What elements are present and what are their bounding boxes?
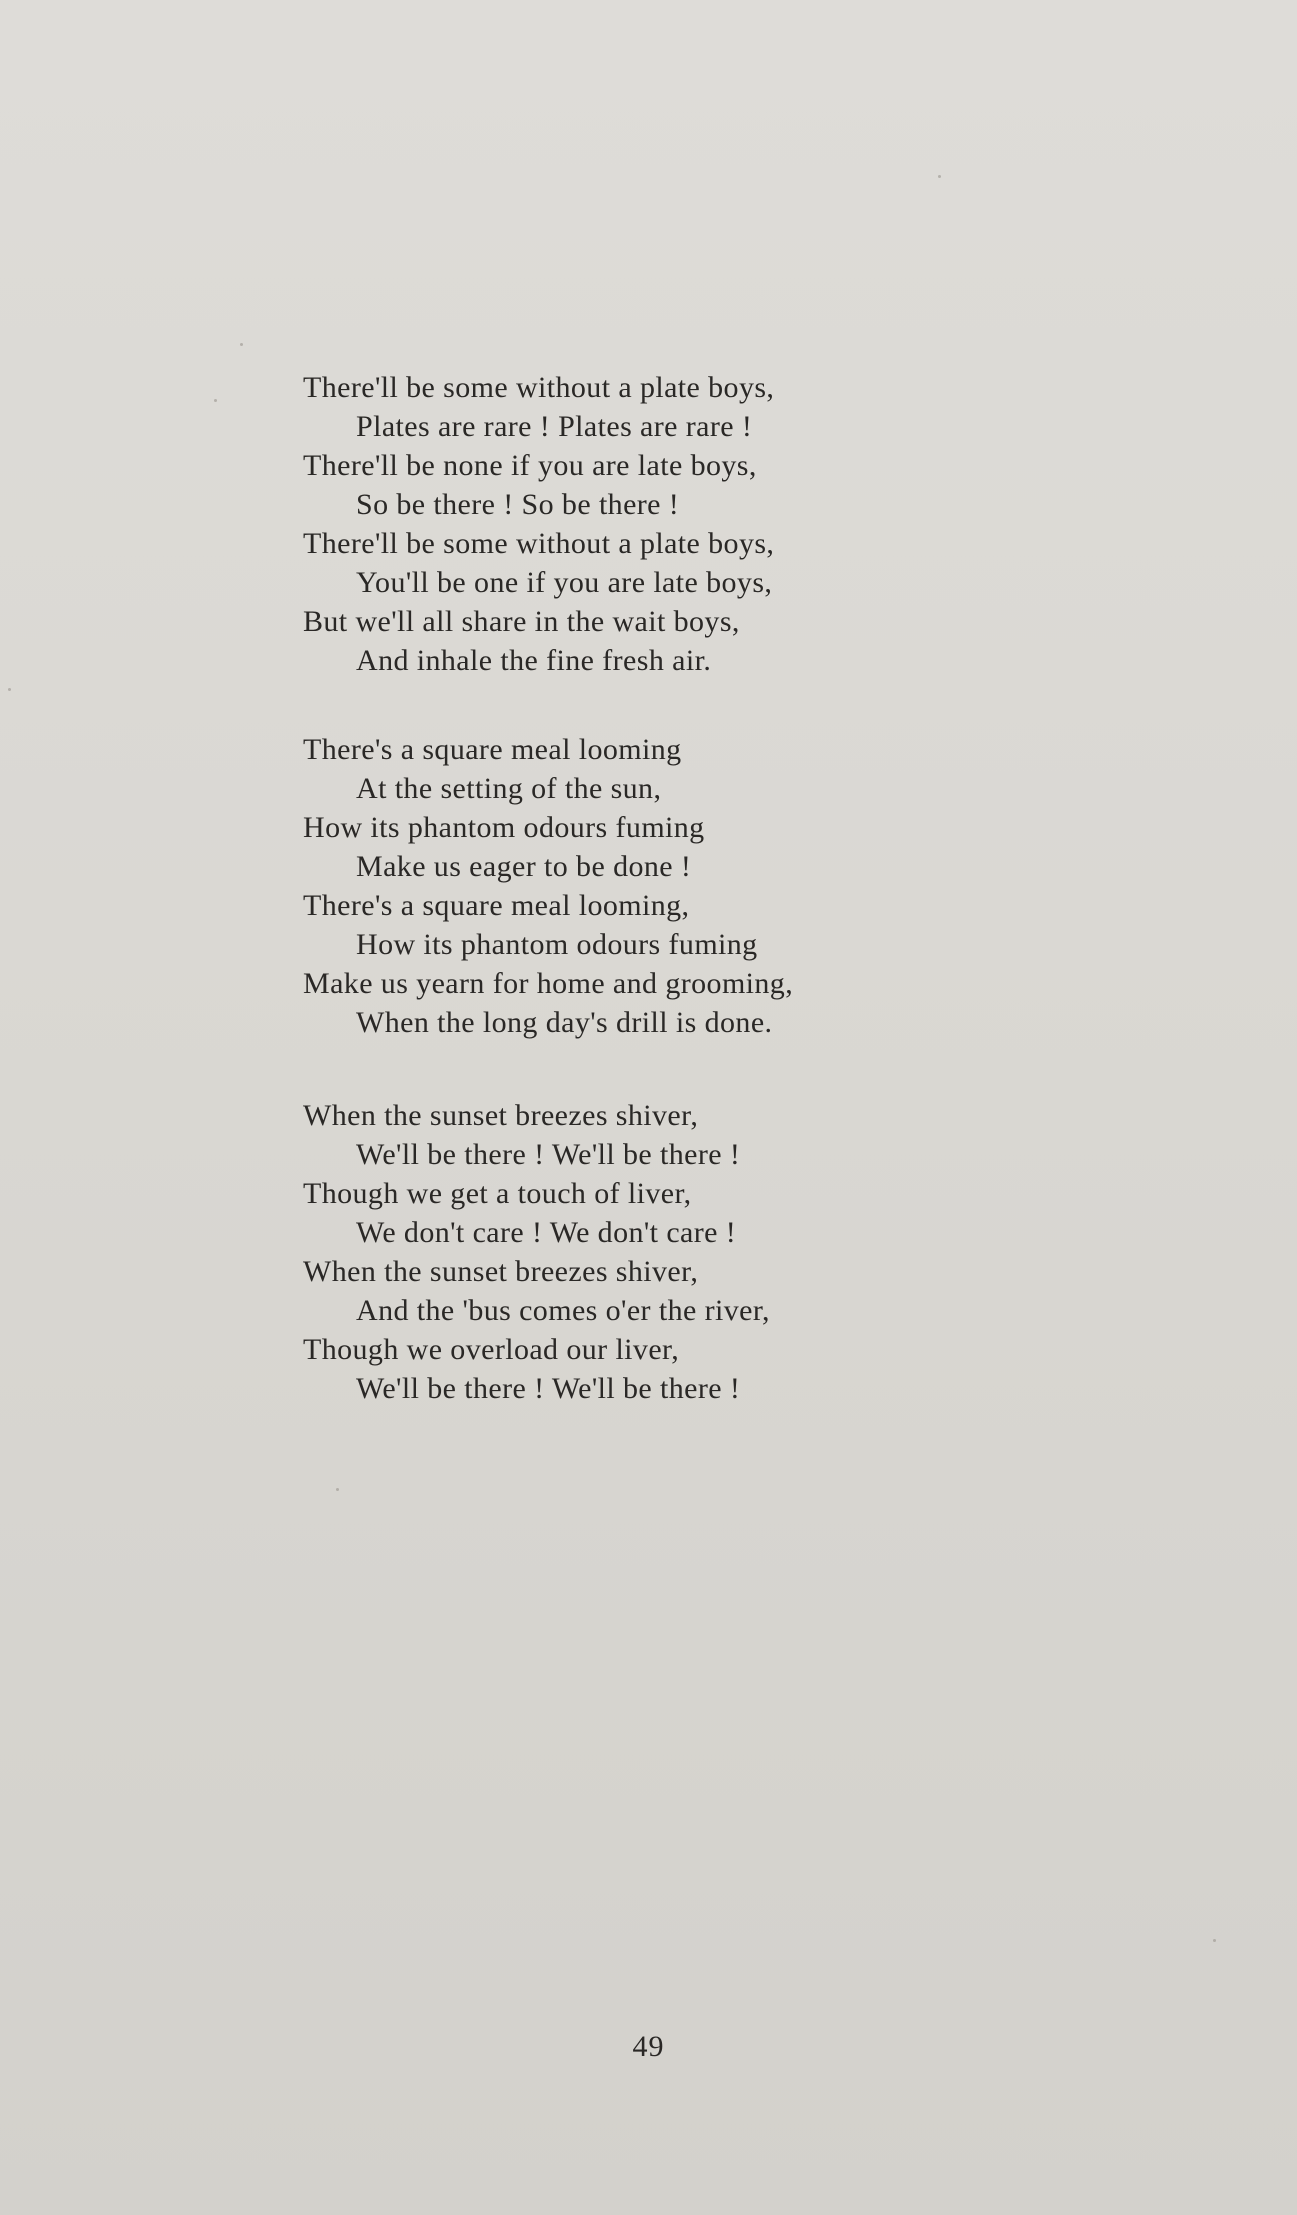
- stanza-3: [303, 1096, 1003, 1408]
- poem-line: Make us yearn for home and grooming,: [303, 967, 794, 1000]
- stanza-1: [303, 368, 1003, 680]
- poem-line: You'll be one if you are late boys,: [356, 566, 773, 599]
- poem-line: There'll be none if you are late boys,: [303, 449, 757, 482]
- paper-speck: [938, 175, 941, 178]
- poem-line: At the setting of the sun,: [356, 772, 662, 805]
- poem-line: So be there ! So be there !: [356, 488, 680, 521]
- poem-line: And inhale the fine fresh air.: [356, 644, 712, 677]
- page-number: 49: [632, 2030, 665, 2063]
- paper-speck: [240, 343, 243, 346]
- poem-line: When the sunset breezes shiver,: [303, 1255, 699, 1288]
- poem-line: We don't care ! We don't care !: [356, 1216, 737, 1249]
- poem-line: We'll be there ! We'll be there !: [356, 1372, 741, 1405]
- poem-line: When the long day's drill is done.: [356, 1006, 773, 1039]
- poem-line: We'll be there ! We'll be there !: [356, 1138, 741, 1171]
- poem-line: Make us eager to be done !: [356, 850, 692, 883]
- stanza-2: [303, 730, 1003, 1042]
- poem-line: When the sunset breezes shiver,: [303, 1099, 699, 1132]
- paper-speck: [336, 1488, 339, 1491]
- poem-line: There'll be some without a plate boys,: [303, 527, 775, 560]
- poem-line: How its phantom odours fuming: [356, 928, 758, 961]
- poem-line: And the 'bus comes o'er the river,: [356, 1294, 770, 1327]
- poem-line: There's a square meal looming,: [303, 889, 690, 922]
- paper-speck: [8, 688, 11, 691]
- poem: [303, 368, 1003, 1458]
- poem-line: Though we overload our liver,: [303, 1333, 680, 1366]
- poem-line: There's a square meal looming: [303, 733, 682, 766]
- paper-speck: [1213, 1939, 1216, 1942]
- poem-line: How its phantom odours fuming: [303, 811, 705, 844]
- poem-line: Plates are rare ! Plates are rare !: [356, 410, 753, 443]
- poem-line: Though we get a touch of liver,: [303, 1177, 692, 1210]
- poem-line: But we'll all share in the wait boys,: [303, 605, 740, 638]
- poem-line: There'll be some without a plate boys,: [303, 371, 775, 404]
- paper-speck: [214, 399, 217, 402]
